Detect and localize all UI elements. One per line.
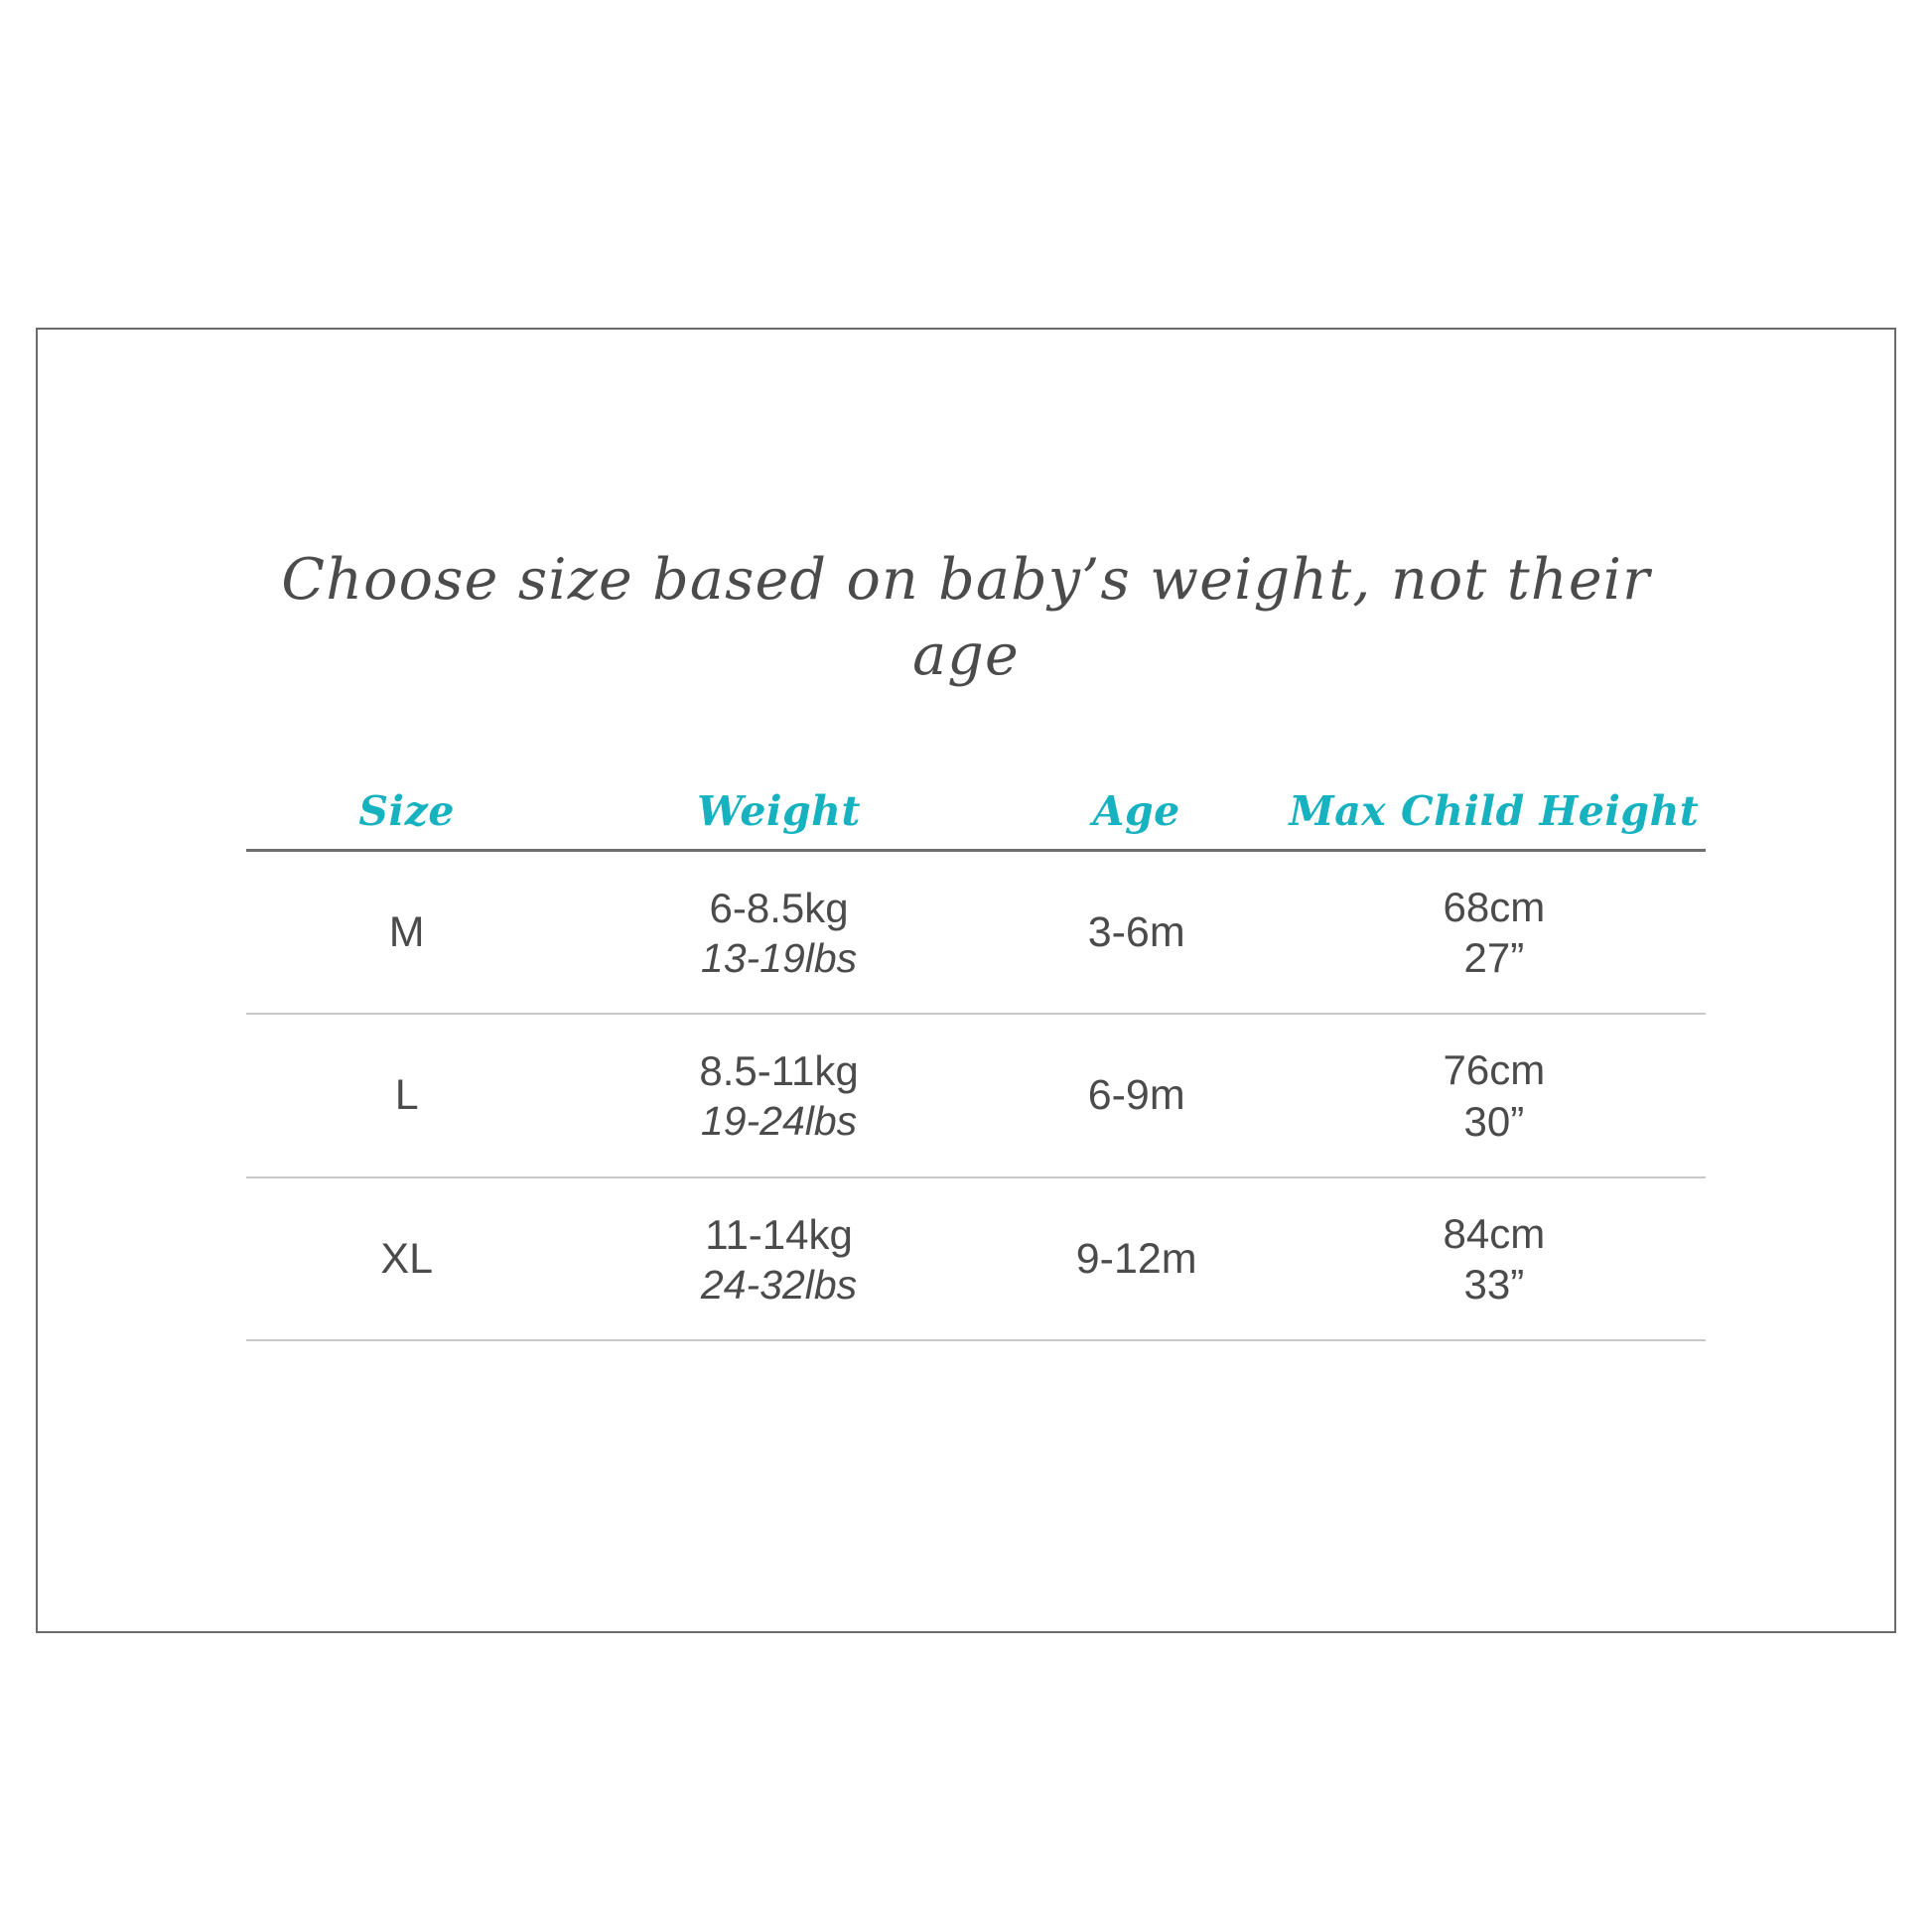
table-header (246, 786, 1706, 851)
cell-weight-kg: 8.5-11kg (699, 1047, 859, 1095)
cell-weight-kg: 11-14kg (705, 1210, 853, 1258)
cell-age: 3-6m (1087, 908, 1185, 956)
size-table (246, 786, 1706, 1341)
cell-weight (567, 1014, 990, 1176)
table-header-row (246, 786, 1706, 851)
cell-max-height (1283, 1014, 1706, 1176)
column-header-weight: Weight (697, 787, 861, 835)
cell-weight-kg: 6-8.5kg (709, 884, 849, 931)
cell-age: 6-9m (1087, 1071, 1185, 1120)
cell-height-in: 30” (1463, 1097, 1525, 1145)
cell-size: L (394, 1071, 419, 1120)
table-row (246, 851, 1706, 1015)
cell-weight (567, 851, 990, 1015)
cell-height-in: 33” (1463, 1261, 1525, 1309)
table-row (246, 1177, 1706, 1340)
cell-height-cm: 84cm (1443, 1209, 1546, 1257)
cell-max-height (1283, 851, 1706, 1015)
table-row (246, 1014, 1706, 1176)
cell-height-cm: 68cm (1443, 884, 1546, 930)
size-table-container (246, 786, 1706, 1341)
cell-weight-lbs: 13-19lbs (700, 934, 858, 981)
cell-weight-lbs: 19-24lbs (700, 1098, 858, 1145)
cell-weight (567, 1177, 990, 1340)
cell-size: M (388, 908, 425, 956)
column-header-age: Age (1092, 787, 1180, 835)
size-chart-card (36, 328, 1896, 1633)
column-header-size: Size (358, 787, 455, 835)
page-title: Choose size based on baby’s weight, not their age (281, 547, 1651, 688)
cell-weight-lbs: 24-32lbs (700, 1261, 858, 1308)
cell-size: XL (380, 1234, 433, 1283)
cell-height-cm: 76cm (1443, 1046, 1546, 1094)
cell-age: 9-12m (1075, 1234, 1197, 1283)
cell-max-height (1283, 1177, 1706, 1340)
column-header-max-child-height: Max Child Height (1289, 787, 1700, 835)
cell-height-in: 27” (1463, 934, 1525, 982)
table-body (246, 851, 1706, 1341)
